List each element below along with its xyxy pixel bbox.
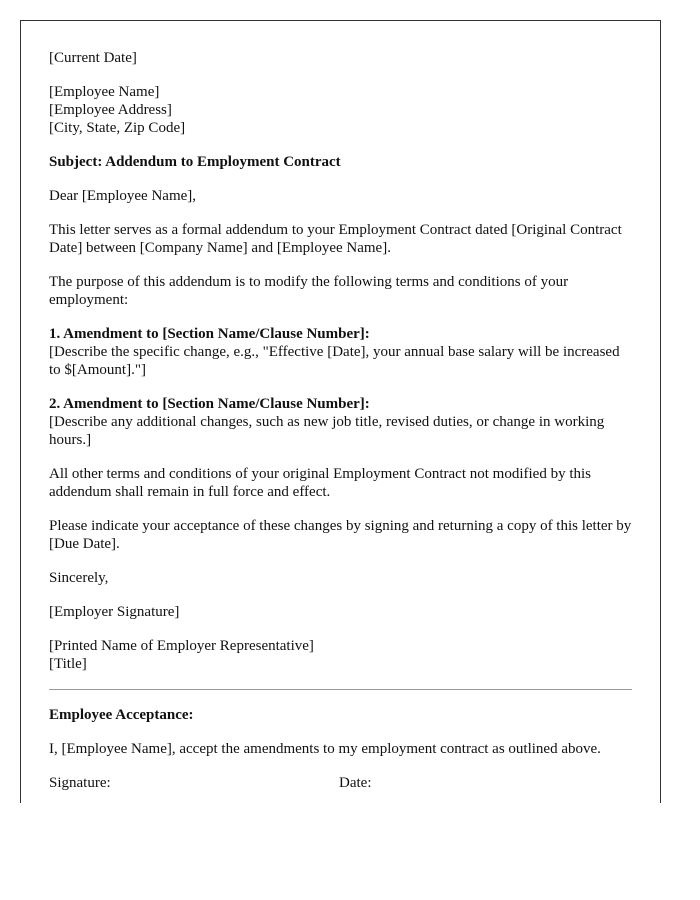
recipient-name: [Employee Name] [49,84,160,100]
subject-line: Subject: Addendum to Employment Contract [49,154,341,170]
employer-block [49,637,632,673]
amendment-1 [49,325,632,379]
employer-title: [Title] [49,656,87,672]
intro-paragraph: This letter serves as a formal addendum to your Employment Contract dated [Original Contract Date] between [Company Name] and [Employee Name]. [49,222,622,256]
recipient-city: [City, State, Zip Code] [49,120,186,136]
remain-paragraph: All other terms and conditions of your original Employment Contract not modified by this addendum shall remain in full force and effect. [49,466,591,500]
signature-label: Signature: [49,775,111,791]
printed-name: [Printed Name of Employer Representative] [49,638,314,654]
salutation: Dear [Employee Name], [49,188,197,204]
employer-signature: [Employer Signature] [49,604,180,620]
current-date: [Current Date] [49,50,137,66]
closing: Sincerely, [49,570,109,586]
divider [49,689,632,690]
employee-acceptance-heading: Employee Acceptance: [49,707,194,723]
purpose-paragraph: The purpose of this addendum is to modify the following terms and conditions of your employment: [49,274,569,308]
amendment-text: [Describe the specific change, e.g., "Effective [Date], your annual base salary will be increased to $[Amount]."] [49,344,620,378]
recipient-address: [Employee Address] [49,102,172,118]
amendment-2 [49,395,632,449]
amendment-text: [Describe any additional changes, such as new job title, revised duties, or change in working hours.] [49,414,605,448]
amendment-heading: 2. Amendment to [Section Name/Clause Number]: [49,396,370,412]
date-label: Date: [339,775,372,791]
signature-row [49,774,632,792]
recipient-block [49,83,632,137]
employee-acceptance-text: I, [Employee Name], accept the amendments to my employment contract as outlined above. [49,741,601,757]
acceptance-request: Please indicate your acceptance of these changes by signing and returning a copy of this letter by [Due Date]. [49,518,632,552]
letter-document [20,20,661,803]
amendment-heading: 1. Amendment to [Section Name/Clause Number]: [49,326,370,342]
